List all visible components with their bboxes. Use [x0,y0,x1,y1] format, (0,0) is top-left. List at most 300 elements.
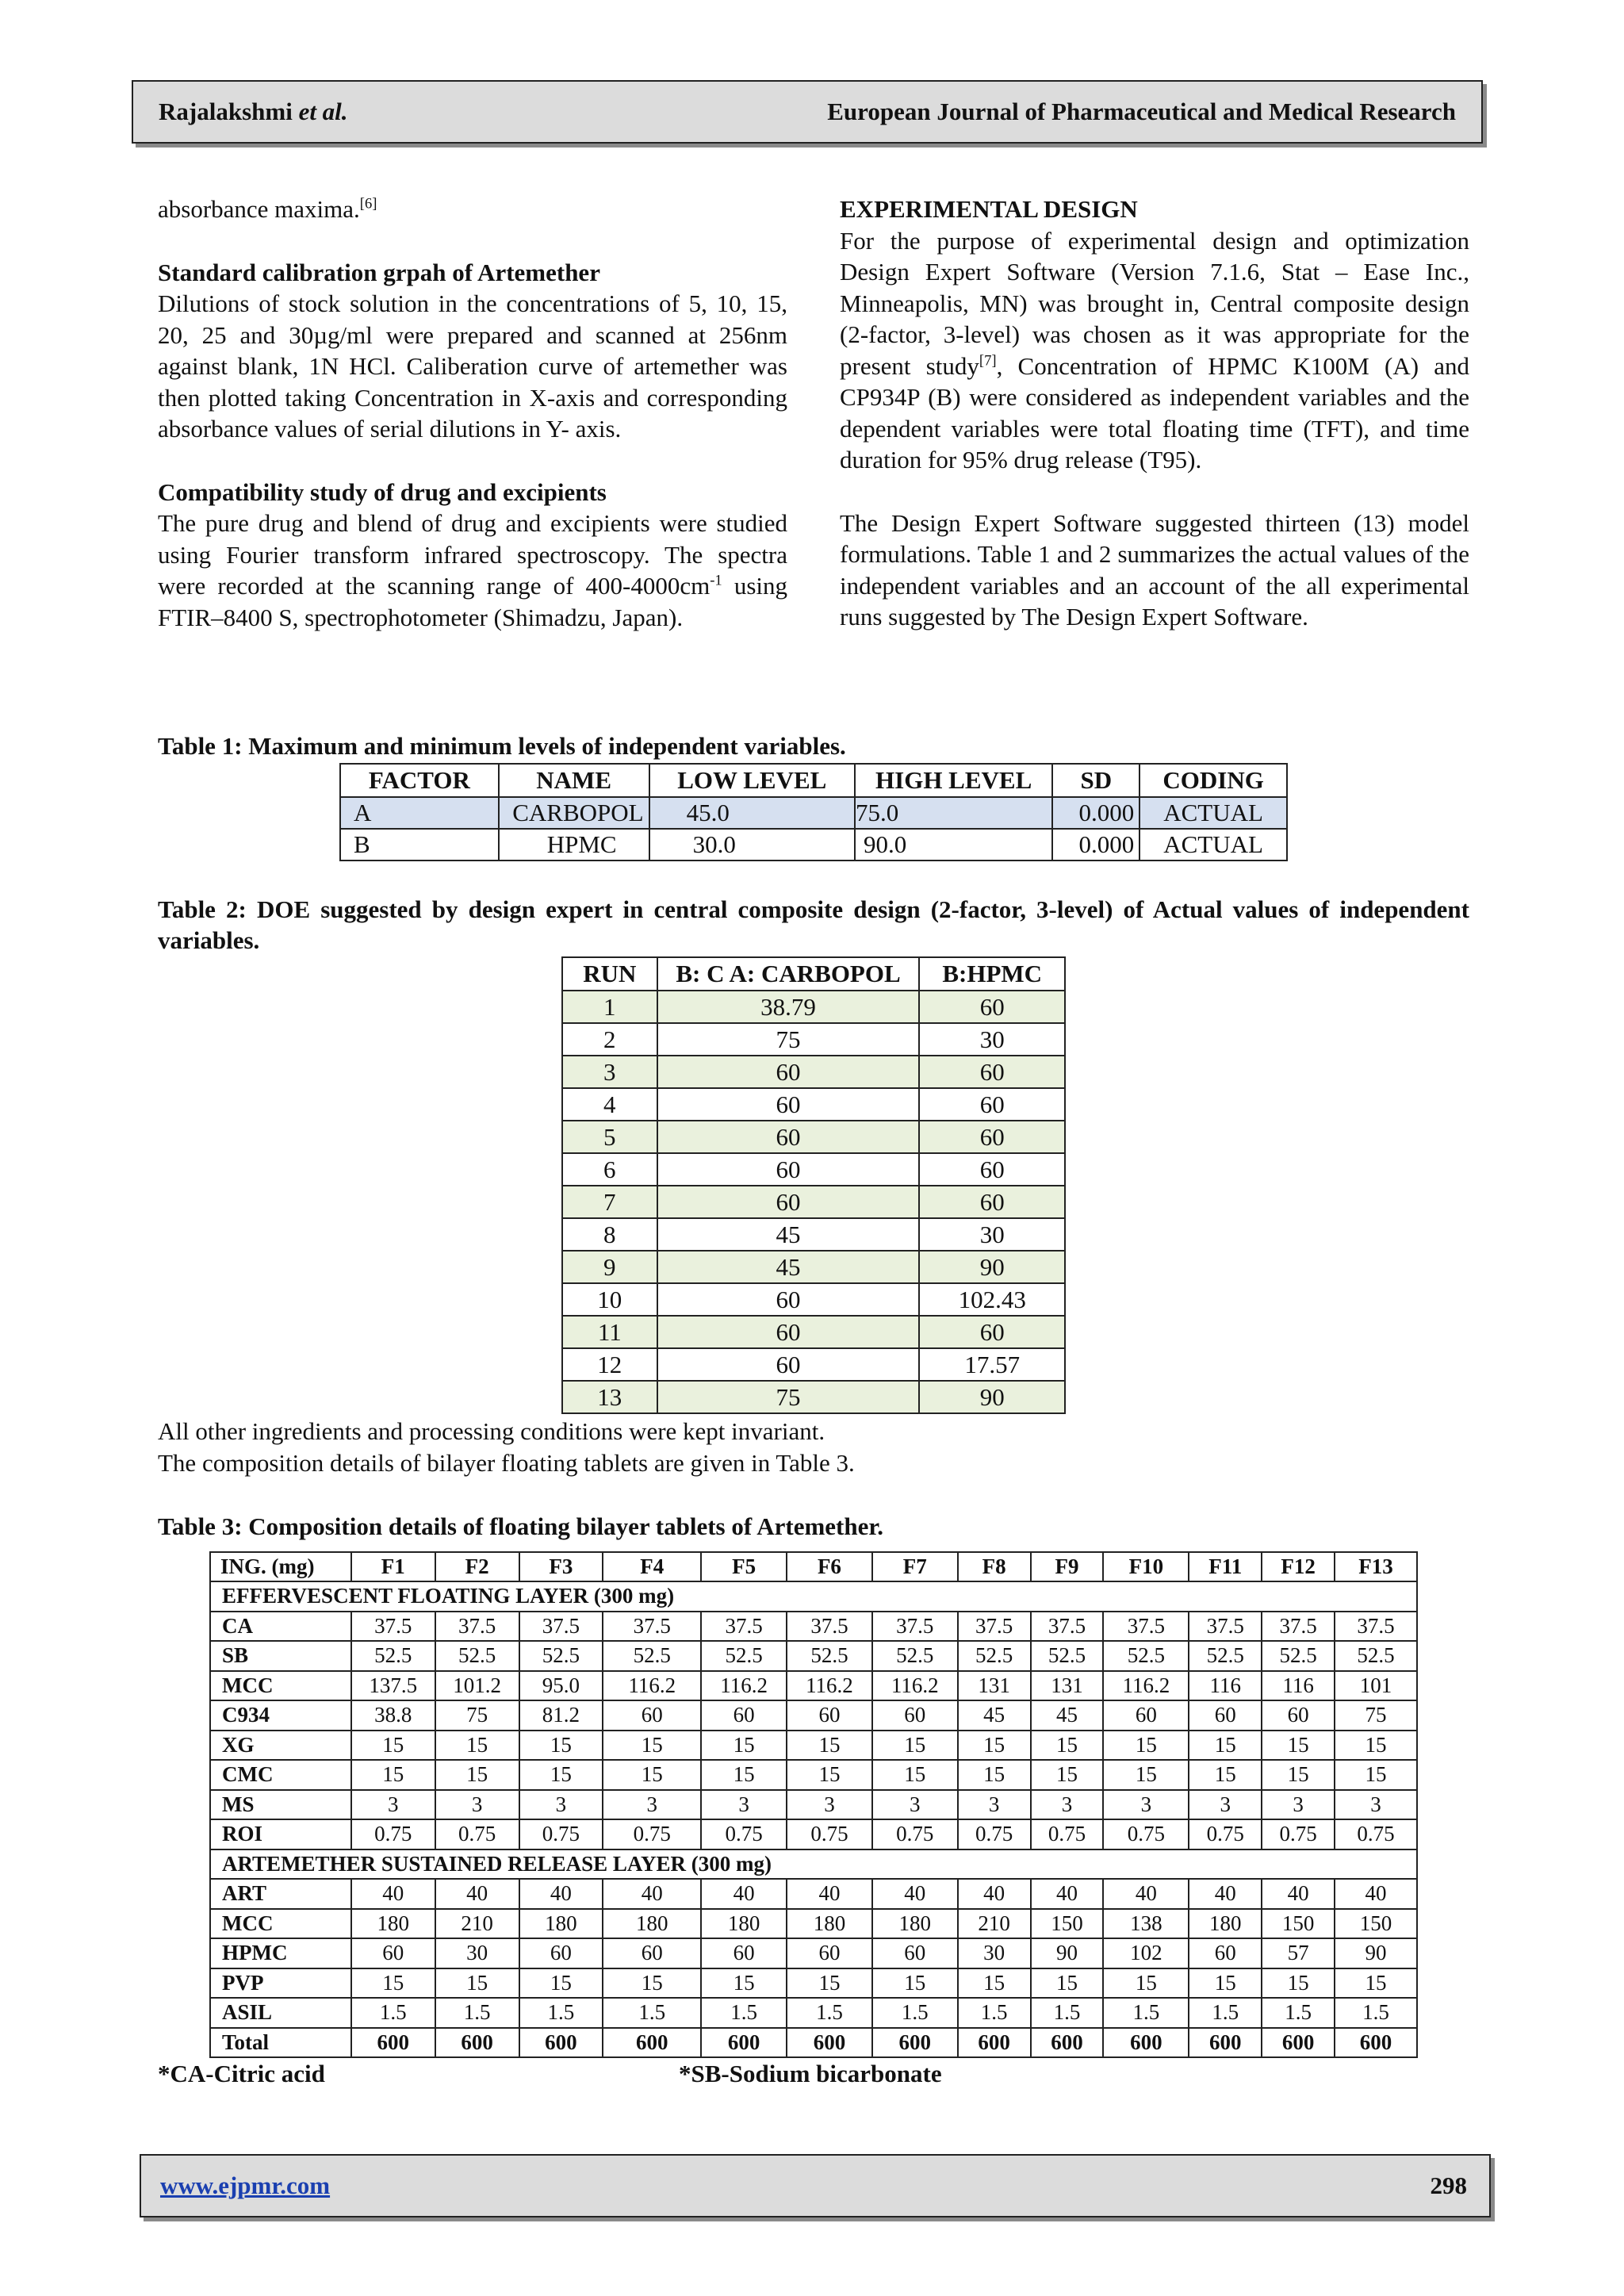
table-cell: 15 [872,1760,958,1790]
table-cell: 0.75 [435,1819,519,1849]
table-cell: 1.5 [351,1998,435,2028]
table-cell: 15 [872,1968,958,1999]
table-cell: 60 [1189,1938,1262,1968]
table-cell: 52.5 [1031,1641,1104,1671]
table-cell: 1.5 [1335,1998,1417,2028]
table-cell: 60 [701,1700,787,1731]
running-author: Rajalakshmi et al. [159,98,348,125]
section-row [210,1849,1417,1880]
table-row [210,1909,1417,1939]
table-cell: 60 [657,1316,920,1348]
table-cell: 60 [919,1088,1065,1121]
table-cell: 1.5 [1103,1998,1189,2028]
table-cell: 0.75 [1103,1819,1189,1849]
table-cell: 37.5 [1262,1612,1335,1642]
right-column [840,194,1469,633]
footnote-sb: *SB-Sodium bicarbonate [679,2060,942,2087]
table-row [562,1088,1065,1121]
table-row: B HPMC 30.0 90.0 0.000 ACTUAL [340,829,1287,861]
column-header: F12 [1262,1552,1335,1581]
table-cell: 60 [872,1938,958,1968]
column-header: CODING [1139,764,1287,797]
text-line: All other ingredients and processing conditions were kept invariant. [158,1417,825,1445]
table-cell: 30 [919,1023,1065,1056]
table-cell: 57 [1262,1938,1335,1968]
table-row [562,1218,1065,1251]
paragraph: Dilutions of stock solution in the concentrations of 5, 10, 15, 20, 25 and 30µg/ml were prepared and scanned at 256nm against blank, 1N HCl. Caliberation curve of artemether was then plotted taking Concentration in X-axis and corresponding absorbance values of serial dilutions in Y- axis. [158,289,787,443]
table-cell: 600 [603,2028,701,2058]
table-row [562,1348,1065,1381]
table-cell: 81.2 [519,1700,603,1731]
table-cell: 15 [1335,1760,1417,1790]
table-cell: 37.5 [787,1612,872,1642]
table-row [562,1381,1065,1413]
column-header: F11 [1189,1552,1262,1581]
table-cell: 40 [1103,1879,1189,1909]
table-cell: 180 [519,1909,603,1939]
column-header: F5 [701,1552,787,1581]
column-header: LOW LEVEL [649,764,855,797]
table-row [562,1153,1065,1186]
table-cell: 60 [919,1186,1065,1218]
table-cell: 1.5 [1031,1998,1104,2028]
table-cell: 1 [562,991,657,1023]
table-cell: 0.75 [519,1819,603,1849]
table-cell: 15 [787,1968,872,1999]
table-row [210,1612,1417,1642]
table-cell: 138 [1103,1909,1189,1939]
table-cell: 101 [1335,1671,1417,1701]
table-cell: 180 [351,1909,435,1939]
table-cell: 3 [872,1790,958,1820]
table-cell: 60 [787,1938,872,1968]
table-cell: 90 [1335,1938,1417,1968]
table-cell: 40 [701,1879,787,1909]
table-cell: 600 [1262,2028,1335,2058]
table-cell: 180 [701,1909,787,1939]
table-cell: 131 [958,1671,1031,1701]
table-row: A CARBOPOL 45.0 75.0 0.000 ACTUAL [340,797,1287,829]
table-cell: 15 [1031,1760,1104,1790]
section-label: EFFERVESCENT FLOATING LAYER (300 mg) [210,1581,1417,1612]
table-cell: 1.5 [872,1998,958,2028]
table-cell: 15 [958,1968,1031,1999]
table-cell: 4 [562,1088,657,1121]
table-cell: 60 [657,1348,920,1381]
table-row [210,1998,1417,2028]
table-cell: 180 [1189,1909,1262,1939]
table-cell: 45 [1031,1700,1104,1731]
table-cell: 60 [657,1056,920,1088]
table-cell: 15 [701,1731,787,1761]
left-column [158,194,787,633]
text-line: The composition details of bilayer floating tablets are given in Table 3. [158,1449,855,1477]
table-cell: 10 [562,1283,657,1316]
table-cell: 116 [1262,1671,1335,1701]
table-cell: 45 [958,1700,1031,1731]
citation-ref[interactable]: [7] [979,352,997,370]
table-cell: 3 [1335,1790,1417,1820]
table-cell: 15 [1262,1968,1335,1999]
table-cell: 15 [519,1731,603,1761]
table-cell: 15 [519,1968,603,1999]
table-cell: 15 [603,1968,701,1999]
table-cell: 60 [919,1056,1065,1088]
table-cell: 15 [958,1731,1031,1761]
total-row [210,2028,1417,2058]
ingredient-label: ART [210,1879,351,1909]
column-header: NAME [499,764,649,797]
table-cell: 60 [657,1153,920,1186]
table-header-row [210,1552,1417,1581]
table-cell: 3 [1103,1790,1189,1820]
table-cell: 52.5 [1262,1641,1335,1671]
table-cell: 116.2 [603,1671,701,1701]
table-row [210,1790,1417,1820]
table-cell: 37.5 [519,1612,603,1642]
table-cell: 15 [1103,1968,1189,1999]
table-cell: 131 [1031,1671,1104,1701]
table-cell: 0.75 [1189,1819,1262,1849]
table-cell: 37.5 [701,1612,787,1642]
ingredient-label: PVP [210,1968,351,1999]
table-cell: 0.75 [1335,1819,1417,1849]
table-row [210,1819,1417,1849]
column-header: ING. (mg) [210,1552,351,1581]
table-cell: 40 [958,1879,1031,1909]
table-cell: 600 [351,2028,435,2058]
column-header: F3 [519,1552,603,1581]
column-header: F9 [1031,1552,1104,1581]
table-cell: 38.79 [657,991,920,1023]
table-row [562,1023,1065,1056]
table-cell: 40 [351,1879,435,1909]
column-header: HIGH LEVEL [855,764,1052,797]
column-header: F4 [603,1552,701,1581]
table-cell: 52.5 [1189,1641,1262,1671]
table-row [210,1731,1417,1761]
table-cell: 15 [701,1760,787,1790]
table-cell: 3 [519,1790,603,1820]
table-cell: 52.5 [701,1641,787,1671]
table-header-row [562,957,1065,991]
table-cell: 6 [562,1153,657,1186]
table-row [562,1283,1065,1316]
table-cell: 150 [1262,1909,1335,1939]
table3-caption: Table 3: Composition details of floating bilayer tablets of Artemether. [158,1512,884,1540]
ingredient-label: ROI [210,1819,351,1849]
table-cell: 37.5 [1031,1612,1104,1642]
column-header: F1 [351,1552,435,1581]
journal-name: European Journal of Pharmaceutical and Medical Research [827,98,1456,125]
table-cell: 210 [958,1909,1031,1939]
table-cell: 13 [562,1381,657,1413]
table-cell: 60 [1189,1700,1262,1731]
table-cell: 60 [657,1088,920,1121]
table-cell: 30 [919,1218,1065,1251]
table-cell: 45 [657,1218,920,1251]
ingredient-label: Total [210,2028,351,2058]
table-cell: 0.75 [872,1819,958,1849]
table-cell: 3 [603,1790,701,1820]
column-header: F2 [435,1552,519,1581]
table-cell: 15 [787,1731,872,1761]
table-cell: 15 [872,1731,958,1761]
table-cell: 37.5 [1103,1612,1189,1642]
table-cell: 600 [872,2028,958,2058]
table-cell: 600 [519,2028,603,2058]
table-cell: 210 [435,1909,519,1939]
footnote-ca: *CA-Citric acid [158,2060,325,2087]
table2-caption: Table 2: DOE suggested by design expert in central composite design (2-factor, 3-level) of Actual values of independent variables. [158,895,1469,954]
table-cell: 15 [1262,1760,1335,1790]
table-cell: 101.2 [435,1671,519,1701]
table-cell: 15 [435,1968,519,1999]
table-cell: 40 [872,1879,958,1909]
table-cell: 180 [603,1909,701,1939]
ingredient-label: HPMC [210,1938,351,1968]
table-cell: 15 [435,1760,519,1790]
table-cell: 0.75 [1031,1819,1104,1849]
table-cell: 95.0 [519,1671,603,1701]
table-cell: 15 [1103,1760,1189,1790]
table-row [210,1879,1417,1909]
table-cell: 90 [1031,1938,1104,1968]
table-cell: 90 [919,1381,1065,1413]
table-cell: 52.5 [519,1641,603,1671]
paragraph: The pure drug and blend of drug and excipients were studied using Fourier transform infrared spectroscopy. The spectra were recorded at the scanning range of $400-4000cm^{-1}$ using FTIR–8400 S, spectrophotometer (Shimadzu, Japan). [158,509,788,631]
table-cell: 15 [519,1760,603,1790]
table-cell: 102.43 [919,1283,1065,1316]
table-cell: 15 [351,1968,435,1999]
table-cell: 40 [435,1879,519,1909]
table-cell: 116.2 [1103,1671,1189,1701]
table-cell: 90 [919,1251,1065,1283]
table-cell: 116.2 [701,1671,787,1701]
citation-ref[interactable]: [6] [359,195,377,213]
table-cell: 40 [1189,1879,1262,1909]
column-header: F6 [787,1552,872,1581]
table-cell: 37.5 [872,1612,958,1642]
journal-url-link[interactable]: www.ejpmr.com [160,2171,331,2199]
column-header: RUN [562,957,657,991]
table-cell: 15 [1031,1968,1104,1999]
table-cell: 1.5 [787,1998,872,2028]
table-cell: 60 [919,1121,1065,1153]
ingredient-label: CA [210,1612,351,1642]
table-cell: 600 [1031,2028,1104,2058]
table-cell: 15 [351,1731,435,1761]
ingredient-label: XG [210,1731,351,1761]
table-cell: 15 [351,1760,435,1790]
table-cell: 75 [435,1700,519,1731]
table-cell: 60 [657,1186,920,1218]
table-cell: 600 [701,2028,787,2058]
table-cell: 60 [1103,1700,1189,1731]
table-cell: 17.57 [919,1348,1065,1381]
table-2 [561,956,1066,1414]
column-header: F8 [958,1552,1031,1581]
page-footer [140,2154,1491,2217]
table-cell: 40 [519,1879,603,1909]
table-row [562,1186,1065,1218]
column-header: F10 [1103,1552,1189,1581]
column-header: B:HPMC [919,957,1065,991]
section-row [210,1581,1417,1612]
ingredient-label: C934 [210,1700,351,1731]
table-cell: 52.5 [872,1641,958,1671]
table-cell: 15 [1031,1731,1104,1761]
page-header [132,80,1483,144]
ingredient-label: CMC [210,1760,351,1790]
table-cell: 75 [657,1381,920,1413]
table-cell: 52.5 [435,1641,519,1671]
column-header: SD [1052,764,1139,797]
section-heading: Compatibility study of drug and excipients [158,477,607,506]
table-row [562,1121,1065,1153]
table-cell: 8 [562,1218,657,1251]
column-header: FACTOR [340,764,499,797]
table-cell: 12 [562,1348,657,1381]
table-cell: 60 [603,1938,701,1968]
table-cell: 60 [1262,1700,1335,1731]
table-cell: 137.5 [351,1671,435,1701]
table-cell: 150 [1031,1909,1104,1939]
table-cell: 15 [1189,1760,1262,1790]
table-1 [339,763,1288,861]
table-cell: 11 [562,1316,657,1348]
table-row [210,1641,1417,1671]
table-row [562,1316,1065,1348]
table-row [210,1760,1417,1790]
table-row [562,991,1065,1023]
table-cell: 7 [562,1186,657,1218]
section-label: ARTEMETHER SUSTAINED RELEASE LAYER (300 mg) [210,1849,1417,1880]
table-cell: 116.2 [872,1671,958,1701]
table-row [210,1938,1417,1968]
table-cell: 3 [351,1790,435,1820]
table-cell: 116.2 [787,1671,872,1701]
table-cell: 3 [562,1056,657,1088]
section-heading: Standard calibration grpah of Artemether [158,258,600,286]
table-cell: 0.75 [958,1819,1031,1849]
table-cell: 3 [1262,1790,1335,1820]
table-3 [209,1551,1418,2058]
table-cell: 3 [701,1790,787,1820]
table-cell: 30 [958,1938,1031,1968]
table-cell: 2 [562,1023,657,1056]
table-cell: 52.5 [958,1641,1031,1671]
table-cell: 180 [872,1909,958,1939]
table-cell: 40 [1031,1879,1104,1909]
table-cell: 1.5 [519,1998,603,2028]
table-cell: 116 [1189,1671,1262,1701]
table-cell: 9 [562,1251,657,1283]
table-row [210,1671,1417,1701]
table-cell: 52.5 [1103,1641,1189,1671]
table-cell: 1.5 [1262,1998,1335,2028]
table-cell: 37.5 [958,1612,1031,1642]
table-cell: 0.75 [787,1819,872,1849]
table-cell: 0.75 [1262,1819,1335,1849]
table-cell: 60 [657,1121,920,1153]
paragraph: For the purpose of experimental design and optimization Design Expert Software (Version 7.1.6, Stat – Ease Inc., Minneapolis, MN) was brought in, Central composite design (2-factor, 3-level) was chosen as it was appropriate for the present study[7], Concentration of HPMC K100M (A) and CP934P (B) were considered as independent variables and the dependent variables were total floating time (TFT), and time duration for 95% drug release (T95). [840,226,1469,473]
table-cell: 60 [919,1316,1065,1348]
table-cell: 37.5 [1189,1612,1262,1642]
table-cell: 3 [958,1790,1031,1820]
table-cell: 600 [787,2028,872,2058]
table-row [210,1700,1417,1731]
table-cell: 15 [787,1760,872,1790]
table-cell: 15 [1335,1731,1417,1761]
table-cell: 37.5 [1335,1612,1417,1642]
table-cell: 52.5 [1335,1641,1417,1671]
table-header-row [340,764,1287,797]
table-cell: 15 [1335,1968,1417,1999]
table-cell: 37.5 [435,1612,519,1642]
table-cell: 60 [351,1938,435,1968]
paragraph: absorbance maxima.[6] [158,195,377,223]
column-header: B: C A: CARBOPOL [657,957,920,991]
ingredient-label: MCC [210,1909,351,1939]
table-cell: 180 [787,1909,872,1939]
table-cell: 1.5 [958,1998,1031,2028]
table-cell: 15 [1262,1731,1335,1761]
table-cell: 60 [519,1938,603,1968]
table-cell: 3 [1031,1790,1104,1820]
table-cell: 15 [958,1760,1031,1790]
table-cell: 45 [657,1251,920,1283]
table-cell: 1.5 [603,1998,701,2028]
section-heading: EXPERIMENTAL DESIGN [840,195,1138,223]
table-cell: 37.5 [351,1612,435,1642]
table-row [562,1056,1065,1088]
table-cell: 30 [435,1938,519,1968]
table-cell: 15 [1103,1731,1189,1761]
table-cell: 15 [1189,1731,1262,1761]
table-cell: 1.5 [1189,1998,1262,2028]
table-cell: 1.5 [435,1998,519,2028]
ingredient-label: ASIL [210,1998,351,2028]
table-cell: 60 [657,1283,920,1316]
table-cell: 5 [562,1121,657,1153]
table1-caption: Table 1: Maximum and minimum levels of independent variables. [158,732,846,760]
table-cell: 15 [701,1968,787,1999]
table-cell: 52.5 [603,1641,701,1671]
paragraph: The Design Expert Software suggested thirteen (13) model formulations. Table 1 and 2 summarizes the actual values of the independent variables and an account of the all experimental runs suggested by The Design Expert Software. [840,508,1469,631]
table-cell: 0.75 [351,1819,435,1849]
table-cell: 60 [919,991,1065,1023]
table-cell: 600 [1335,2028,1417,2058]
table-row [210,1968,1417,1999]
table-cell: 600 [1189,2028,1262,2058]
table-cell: 60 [701,1938,787,1968]
table-cell: 600 [435,2028,519,2058]
ingredient-label: SB [210,1641,351,1671]
table-cell: 1.5 [701,1998,787,2028]
table-cell: 40 [1335,1879,1417,1909]
table-cell: 600 [958,2028,1031,2058]
table-cell: 60 [919,1153,1065,1186]
table-cell: 3 [1189,1790,1262,1820]
ingredient-label: MCC [210,1671,351,1701]
table-cell: 15 [603,1731,701,1761]
table-cell: 3 [435,1790,519,1820]
page-number: 298 [1430,2171,1467,2199]
table-cell: 15 [435,1731,519,1761]
table-cell: 0.75 [701,1819,787,1849]
table-cell: 40 [787,1879,872,1909]
